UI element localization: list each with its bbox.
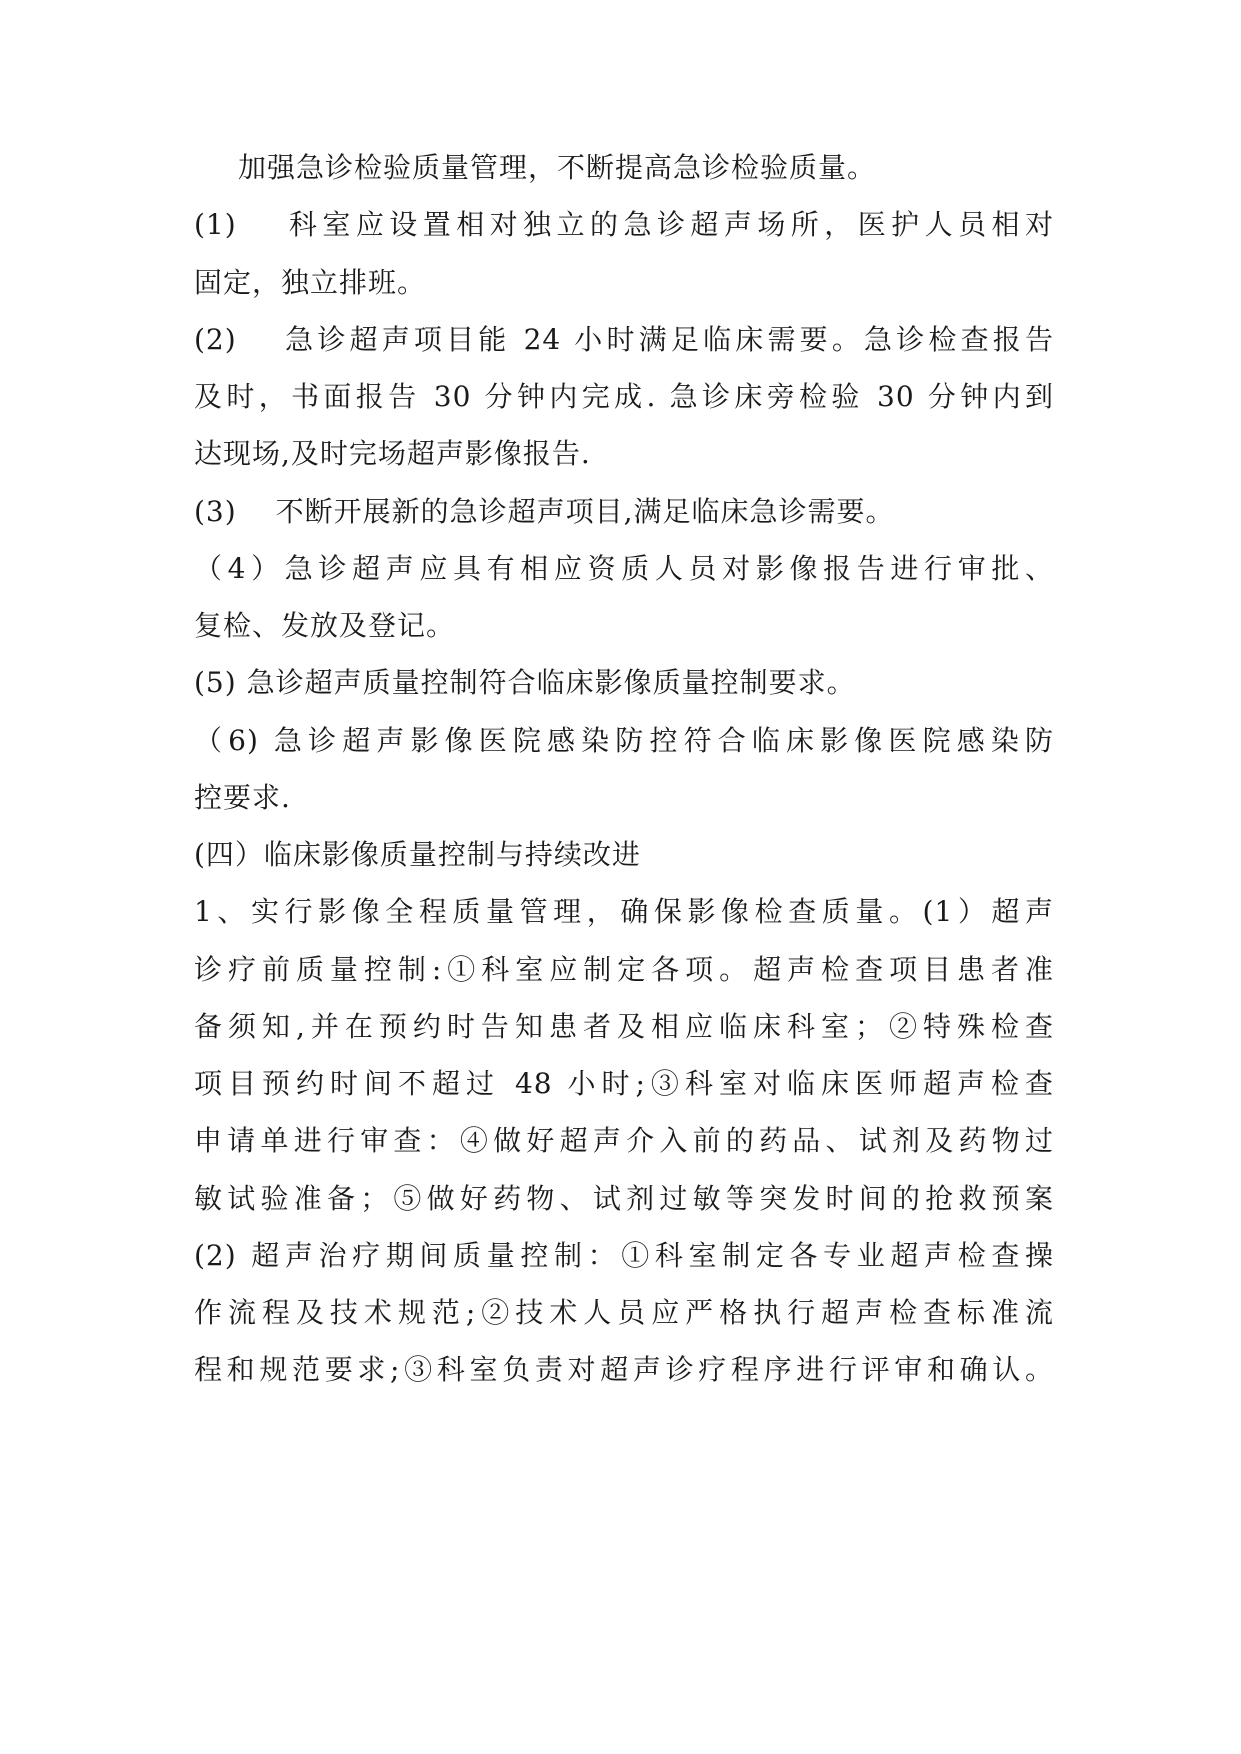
paragraph-line: （6) 急诊超声影像医院感染防控符合临床影像医院感染防 (194, 724, 1054, 757)
section-heading: (四）临床影像质量控制与持续改进 (194, 838, 641, 871)
paragraph-line: 1、实行影像全程质量管理，确保影像检查质量。(1）超声 (194, 895, 1054, 928)
paragraph-line: 诊疗前质量控制:①科室应制定各项。超声检查项目患者准 (194, 953, 1054, 986)
paragraph-line: 控要求. (194, 781, 291, 814)
paragraph-line: (2) 超声治疗期间质量控制：①科室制定各专业超声检查操 (194, 1239, 1054, 1272)
paragraph-line: 项目预约时间不超过 48 小时;③科室对临床医师超声检查 (194, 1067, 1054, 1100)
paragraph-line: (2) 急诊超声项目能 24 小时满足临床需要。急诊检查报告 (194, 323, 1054, 356)
paragraph-line: 复检、发放及登记。 (194, 609, 456, 642)
paragraph-line: (5) 急诊超声质量控制符合临床影像质量控制要求。 (194, 666, 856, 699)
paragraph-line: 固定，独立排班。 (194, 266, 427, 299)
paragraph-line: 备须知,并在预约时告知患者及相应临床科室；②特殊检查 (194, 1010, 1054, 1043)
paragraph-line: (3) 不断开展新的急诊超声项目,满足临床急诊需要。 (194, 495, 895, 528)
paragraph-line: 加强急诊检验质量管理，不断提高急诊检验质量。 (238, 151, 877, 184)
paragraph-line: 敏试验准备；⑤做好药物、试剂过敏等突发时间的抢救预案 (194, 1182, 1054, 1215)
paragraph-line: 程和规范要求;③科室负责对超声诊疗程序进行评审和确认。 (194, 1353, 1054, 1386)
paragraph-line: 作流程及技术规范;②技术人员应严格执行超声检查标准流 (194, 1296, 1054, 1329)
paragraph-line: 申请单进行审查：④做好超声介入前的药品、试剂及药物过 (194, 1124, 1054, 1157)
paragraph-line: （4）急诊超声应具有相应资质人员对影像报告进行审批、 (194, 552, 1054, 585)
paragraph-line: 及时，书面报告 30 分钟内完成. 急诊床旁检验 30 分钟内到 (194, 380, 1054, 413)
paragraph-line: 达现场,及时完场超声影像报告. (194, 437, 591, 470)
paragraph-line: (1) 科室应设置相对独立的急诊超声场所，医护人员相对 (194, 208, 1054, 241)
